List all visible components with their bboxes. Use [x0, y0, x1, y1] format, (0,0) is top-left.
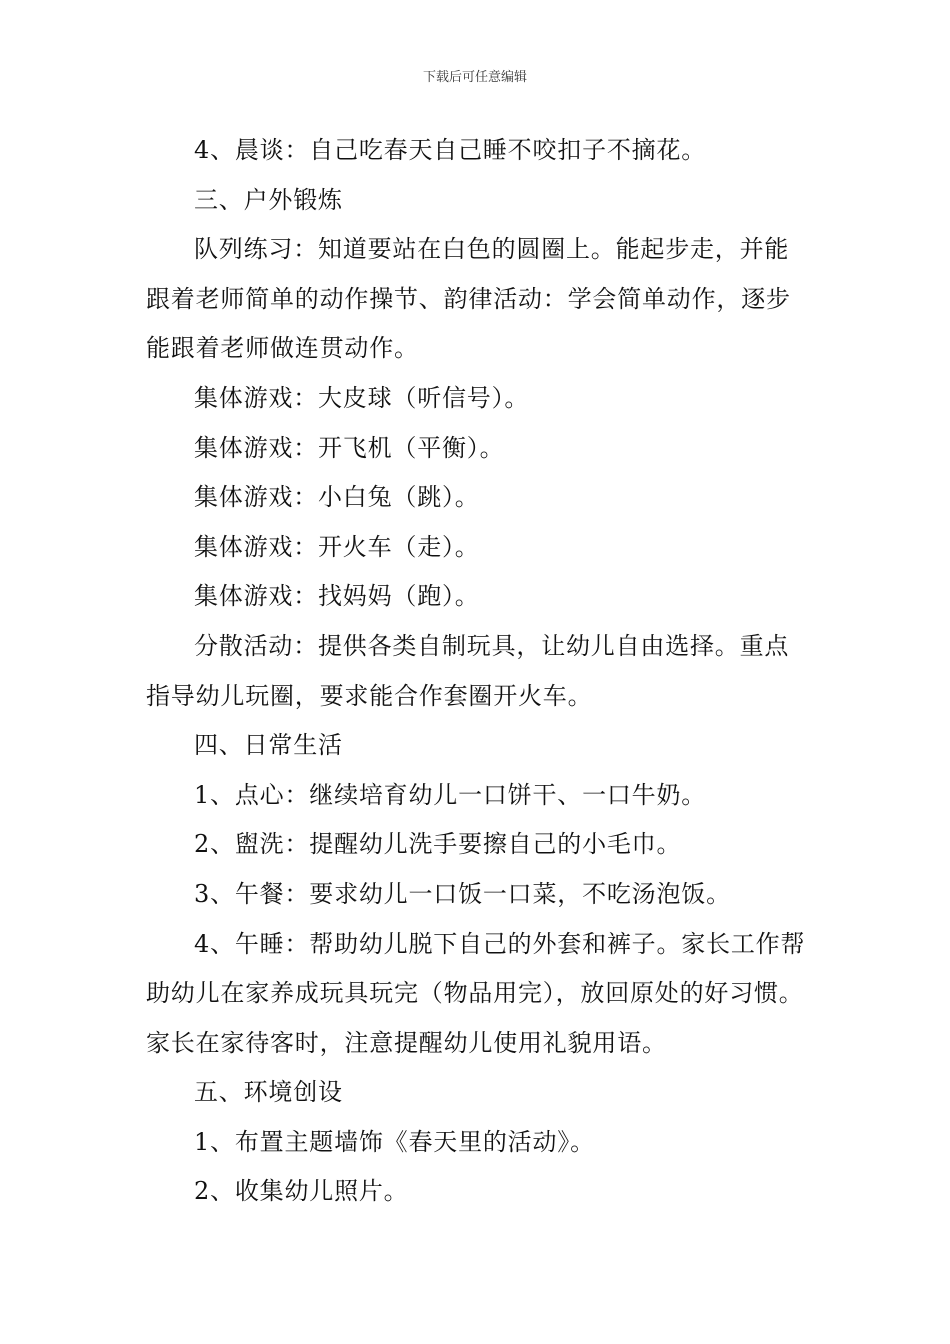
- paragraph: 集体游戏：大皮球（听信号）。: [194, 383, 530, 412]
- paragraph: 分散活动：提供各类自制玩具，让幼儿自由选择。重点指导幼儿玩圈，要求能合作套圈开火车。: [146, 631, 790, 710]
- paragraph: 2、收集幼儿照片。: [194, 1177, 409, 1206]
- document-body: [146, 126, 810, 1217]
- paragraph: 集体游戏：开飞机（平衡）。: [194, 433, 505, 462]
- paragraph: 队列练习：知道要站在白色的圆圈上。能起步走，并能跟着老师简单的动作操节、韵律活动：学会简单动作，逐步能跟着老师做连贯动作。: [146, 235, 791, 363]
- paragraph: 集体游戏：找妈妈（跑）。: [194, 582, 480, 611]
- paragraph: 2、盥洗：提醒幼儿洗手要擦自己的小毛巾。: [194, 830, 682, 859]
- paragraph: 3、午餐：要求幼儿一口饭一口菜，不吃汤泡饭。: [194, 879, 731, 908]
- section-heading: 三、户外锻炼: [194, 185, 343, 214]
- paragraph: 1、点心：继续培育幼儿一口饼干、一口牛奶。: [194, 780, 707, 809]
- paragraph: 4、午睡：帮助幼儿脱下自己的外套和裤子。家长工作帮助幼儿在家养成玩具玩完（物品用完），放回原处的好习惯。家长在家待客时，注意提醒幼儿使用礼貌用语。: [146, 929, 806, 1057]
- paragraph: 集体游戏：开火车（走）。: [194, 532, 480, 561]
- section-heading: 四、日常生活: [194, 731, 343, 760]
- section-heading: 五、环境创设: [194, 1078, 343, 1107]
- paragraph: 集体游戏：小白兔（跳）。: [194, 483, 480, 512]
- paragraph: 4、晨谈：自己吃春天自己睡不咬扣子不摘花。: [194, 136, 707, 164]
- paragraph: 1、布置主题墙饰《春天里的活动》。: [194, 1127, 595, 1156]
- page-header: 下载后可任意编辑: [422, 70, 527, 85]
